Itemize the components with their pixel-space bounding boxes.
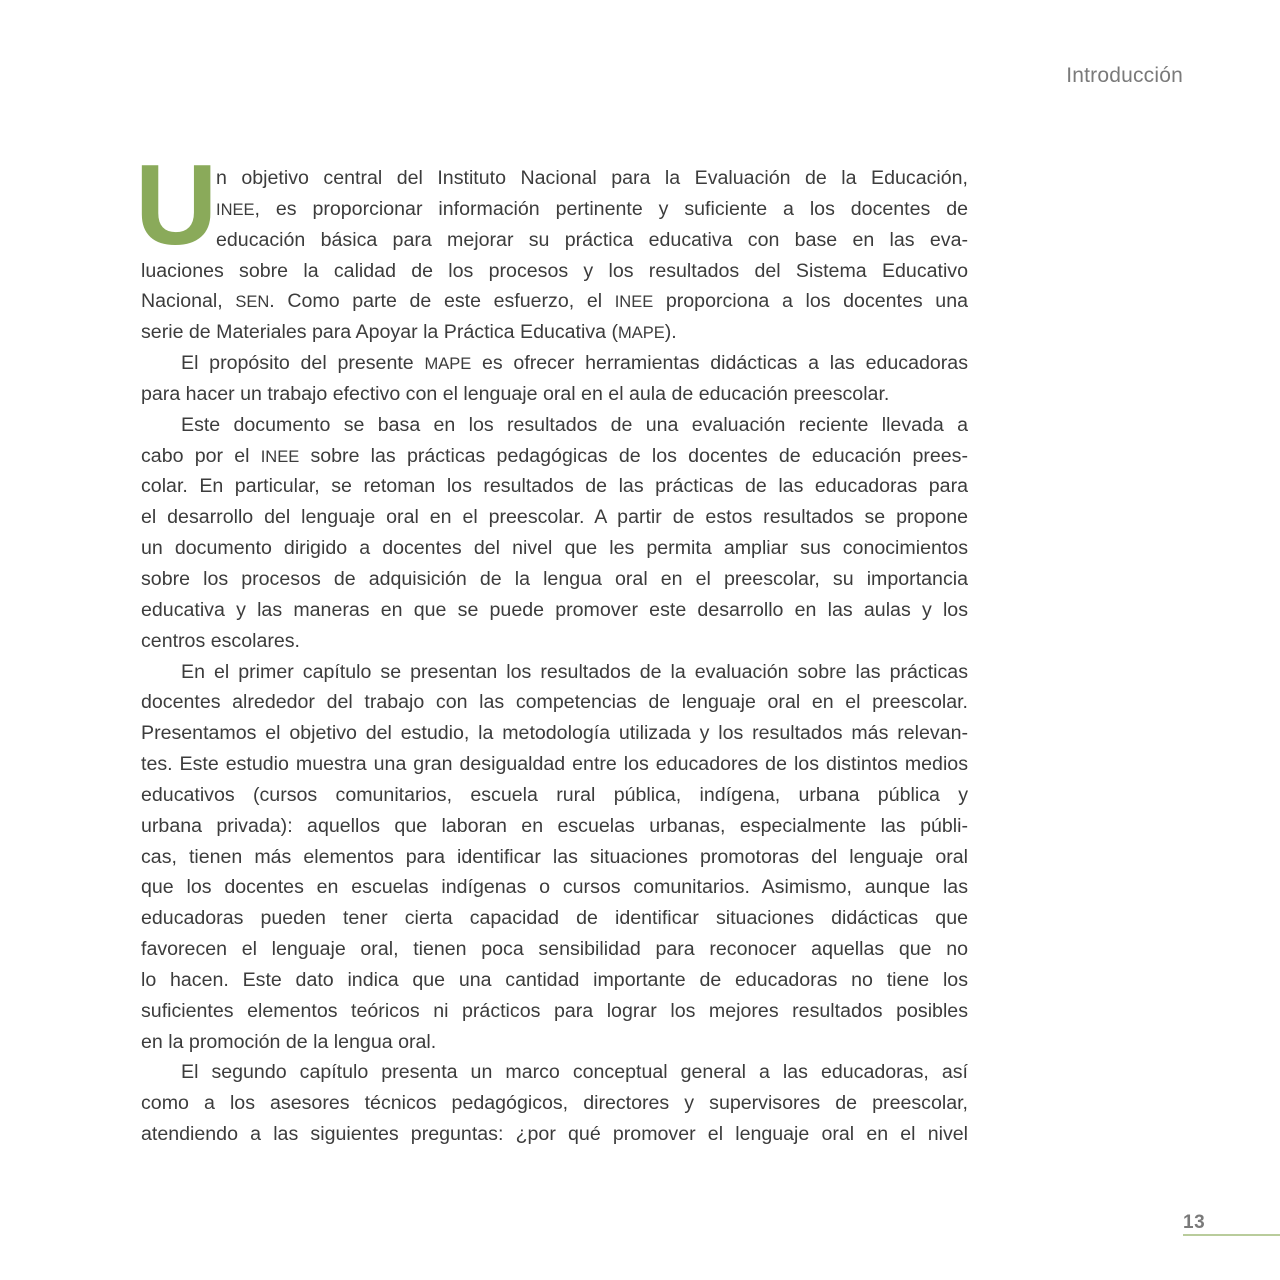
body-text bbox=[135, 142, 969, 1150]
acronym: MAPE bbox=[618, 324, 665, 343]
text-line bbox=[141, 1119, 968, 1150]
paragraphs bbox=[141, 163, 968, 1150]
text-line bbox=[141, 1088, 968, 1119]
text-segment: educadoras pueden tener cierta capacidad de identificar situaciones didácticas que bbox=[141, 907, 968, 930]
text-segment: Presentamos el objetivo del estudio, la metodología utilizada y los resultados más relevan- bbox=[141, 722, 968, 745]
text-line bbox=[141, 502, 968, 533]
text-segment: es ofrecer herramientas didácticas a las educadoras bbox=[471, 352, 968, 375]
text-segment: que los docentes en escuelas indígenas o cursos comunitarios. Asimismo, aunque las bbox=[141, 876, 968, 899]
text-segment: en la promoción de la lengua oral. bbox=[141, 1030, 437, 1053]
text-segment: docentes alrededor del trabajo con las competencias de lenguaje oral en el preescolar. bbox=[141, 691, 968, 714]
text-segment: un documento dirigido a docentes del nivel que les permita ampliar sus conocimientos bbox=[141, 537, 968, 560]
text-segment: el desarrollo del lenguaje oral en el preescolar. A partir de estos resultados se propone bbox=[141, 506, 968, 529]
text-segment: luaciones sobre la calidad de los procesos y los resultados del Sistema Educativo bbox=[141, 259, 968, 282]
text-line bbox=[141, 903, 968, 934]
text-line bbox=[141, 410, 968, 441]
text-segment: sobre las prácticas pedagógicas de los docentes de educación prees- bbox=[299, 444, 969, 467]
text-line bbox=[141, 595, 968, 626]
drop-cap: U bbox=[135, 142, 218, 269]
text-line bbox=[141, 441, 968, 472]
acronym: INEE bbox=[260, 447, 300, 466]
text-segment: ). bbox=[664, 321, 677, 344]
text-line bbox=[141, 749, 968, 780]
text-segment: Nacional, bbox=[141, 290, 236, 313]
page-rule bbox=[1183, 1234, 1280, 1236]
text-segment: . Como parte de este esfuerzo, el bbox=[269, 290, 615, 313]
text-segment: , es proporcionar información pertinente y suficiente a los docentes de bbox=[254, 197, 968, 220]
text-line bbox=[141, 256, 968, 287]
text-segment: serie de Materiales para Apoyar la Práctica Educativa ( bbox=[141, 321, 619, 344]
text-line bbox=[141, 718, 968, 749]
text-segment: educativos (cursos comunitarios, escuela rural pública, indígena, urbana pública y bbox=[141, 783, 968, 806]
text-line bbox=[141, 1027, 968, 1058]
text-line bbox=[141, 842, 968, 873]
text-line bbox=[141, 564, 968, 595]
text-segment: suficientes elementos teóricos ni prácticos para lograr los mejores resultados posibles bbox=[141, 999, 968, 1022]
acronym: INEE bbox=[216, 200, 255, 219]
text-line bbox=[141, 965, 968, 996]
text-line bbox=[141, 1057, 968, 1088]
page-number: 13 bbox=[1183, 1212, 1206, 1233]
acronym: SEN bbox=[235, 293, 270, 312]
text-segment: educación básica para mejorar su práctica educativa con base en las eva- bbox=[216, 228, 968, 251]
text-line bbox=[141, 780, 968, 811]
acronym: INEE bbox=[614, 293, 654, 312]
text-segment: sobre los procesos de adquisición de la lengua oral en el preescolar, su importancia bbox=[141, 567, 968, 590]
text-line bbox=[141, 687, 968, 718]
text-segment: colar. En particular, se retoman los resultados de las prácticas de las educadoras para bbox=[141, 475, 968, 498]
text-line bbox=[141, 657, 968, 688]
text-line bbox=[141, 934, 968, 965]
text-segment: El propósito del presente bbox=[181, 352, 425, 375]
text-line bbox=[141, 163, 968, 194]
text-segment: lo hacen. Este dato indica que una cantidad importante de educadoras no tiene los bbox=[141, 968, 968, 991]
text-line bbox=[141, 533, 968, 564]
text-segment: proporciona a los docentes una bbox=[653, 290, 968, 313]
text-line bbox=[141, 872, 968, 903]
text-segment: atendiendo a las siguientes preguntas: ¿por qué promover el lenguaje oral en el nivel bbox=[141, 1123, 968, 1146]
text-segment: El segundo capítulo presenta un marco conceptual general a las educadoras, así bbox=[181, 1061, 968, 1084]
text-line bbox=[141, 225, 968, 256]
text-line bbox=[141, 194, 968, 225]
text-segment: para hacer un trabajo efectivo con el lenguaje oral en el aula de educación preescolar. bbox=[141, 382, 890, 405]
text-line bbox=[141, 348, 968, 379]
text-segment: Este documento se basa en los resultados de una evaluación reciente llevada a bbox=[181, 413, 968, 436]
text-line bbox=[141, 317, 968, 348]
acronym: MAPE bbox=[424, 355, 472, 374]
text-segment: En el primer capítulo se presentan los resultados de la evaluación sobre las prácticas bbox=[181, 660, 968, 683]
text-line bbox=[141, 471, 968, 502]
text-segment: cabo por el bbox=[141, 444, 261, 467]
text-segment: urbana privada): aquellos que laboran en escuelas urbanas, especialmente las públi- bbox=[141, 814, 968, 837]
text-segment: centros escolares. bbox=[141, 629, 300, 652]
text-line bbox=[141, 811, 968, 842]
text-segment: favorecen el lenguaje oral, tienen poca sensibilidad para reconocer aquellas que no bbox=[141, 938, 968, 961]
text-segment: tes. Este estudio muestra una gran desigualdad entre los educadores de los distintos medios bbox=[141, 753, 968, 776]
text-segment: educativa y las maneras en que se puede promover este desarrollo en las aulas y los bbox=[141, 598, 968, 621]
text-line bbox=[141, 379, 968, 410]
text-line bbox=[141, 286, 968, 317]
text-line bbox=[141, 626, 968, 657]
text-line bbox=[141, 996, 968, 1027]
running-header: Introducción bbox=[1066, 64, 1183, 87]
text-segment: como a los asesores técnicos pedagógicos, directores y supervisores de preescolar, bbox=[141, 1092, 968, 1115]
text-segment: n objetivo central del Instituto Nacional para la Evaluación de la Educación, bbox=[216, 167, 968, 189]
text-segment: cas, tienen más elementos para identificar las situaciones promotoras del lenguaje oral bbox=[141, 845, 968, 868]
